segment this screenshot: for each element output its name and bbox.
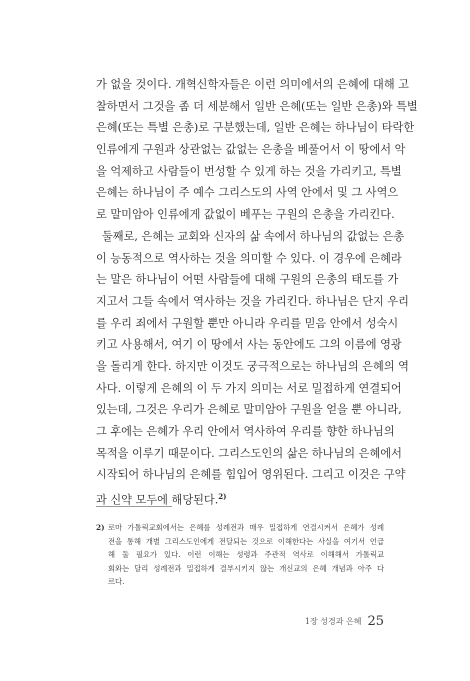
body-line: 가 없을 것이다. 개혁신학자들은 이런 의미에서의 은혜에 대해 고 (96, 78, 409, 91)
footnote-reference[interactable]: 2) (218, 492, 227, 502)
footnote-number: 2) (96, 523, 105, 532)
body-line: 사다. 이렇게 은혜의 이 두 가지 의미는 서로 밀접하게 연결되어 (96, 381, 402, 395)
body-text (96, 74, 418, 508)
body-line: 이 능동적으로 역사하는 것을 의미할 수 있다. 이 경우에 은혜라 (96, 251, 402, 265)
body-line: 있는데, 그것은 우리가 은혜로 말미암아 구원을 얻을 뿐 아니라, (96, 403, 402, 417)
body-line-last (96, 486, 384, 508)
body-line-text: 과 신약 모두에 해당된다. (96, 493, 219, 507)
running-head: 1장 성경과 은혜 (304, 617, 362, 626)
footnote-line: 르다. (108, 577, 125, 587)
body-line: 인류에게 구원과 상관없는 값없는 은총을 베풀어서 이 땅에서 악 (96, 143, 406, 157)
footnote-text: 로마 가톨릭교회에서는 은혜를 성례전과 매우 밀접하게 연결시켜서 은혜가 성례 (108, 523, 384, 532)
body-line: 찰하면서 그것을 좀 더 세분해서 일반 은혜(또는 일반 은총)와 특별 (96, 99, 418, 113)
body-line: 로 말미암아 인류에게 값없이 베푸는 구원의 은총을 가리킨다. (96, 208, 395, 222)
body-line: 은혜는 하나님이 주 예수 그리스도의 사역 안에서 및 그 사역으 (96, 186, 399, 200)
page-folio (305, 614, 384, 629)
body-line: 둘째로, 은혜는 교회와 신자의 삶 속에서 하나님의 값없는 은총 (102, 229, 405, 243)
body-line: 는 말은 하나님이 어떤 사람들에 대해 구원의 은총의 태도를 가 (96, 273, 399, 287)
footnote-line (96, 521, 384, 535)
footnote (96, 521, 384, 589)
footnote-line: 전을 통해 개별 그리스도인에게 전달되는 것으로 이해한다는 사실을 여기서 언급 (108, 536, 384, 546)
body-line: 을 억제하고 사람들이 번성할 수 있게 하는 것을 가리키고, 특별 (96, 164, 402, 178)
footnote-line: 회와는 달리 성례전과 밀접하게 결부시키지 않는 개신교의 은혜 개념과 아주 다 (108, 563, 384, 573)
body-line: 지고서 그들 속에서 역사하는 것을 가리킨다. 하나님은 단지 우리 (96, 294, 409, 308)
body-line: 를 우리 죄에서 구원할 뿐만 아니라 우리를 믿음 안에서 성숙시 (96, 316, 399, 330)
footnote-divider (96, 506, 172, 507)
body-line: 을 돌리게 한다. 하지만 이것도 궁극적으로는 하나님의 은혜의 역 (96, 359, 409, 373)
body-line: 은혜(또는 특별 은총)로 구분했는데, 일반 은혜는 하나님이 타락한 (96, 121, 415, 135)
body-line: 목적을 이루기 때문이다. 그리스도인의 삶은 하나님의 은혜에서 (96, 446, 402, 460)
body-line: 그 후에는 은혜가 우리 안에서 역사하여 우리를 향한 하나님의 (96, 425, 395, 438)
page-number: 25 (367, 614, 384, 629)
footnote-line: 해 둘 필요가 있다. 이런 이해는 성령과 주관적 역사로 이해해서 가톨릭교 (108, 550, 384, 560)
body-line: 키고 사용해서, 여기 이 땅에서 사는 동안에도 그의 이름에 영광 (96, 338, 402, 352)
body-line: 시작되어 하나님의 은혜를 힘입어 영위된다. 그리고 이것은 구약 (96, 468, 406, 482)
